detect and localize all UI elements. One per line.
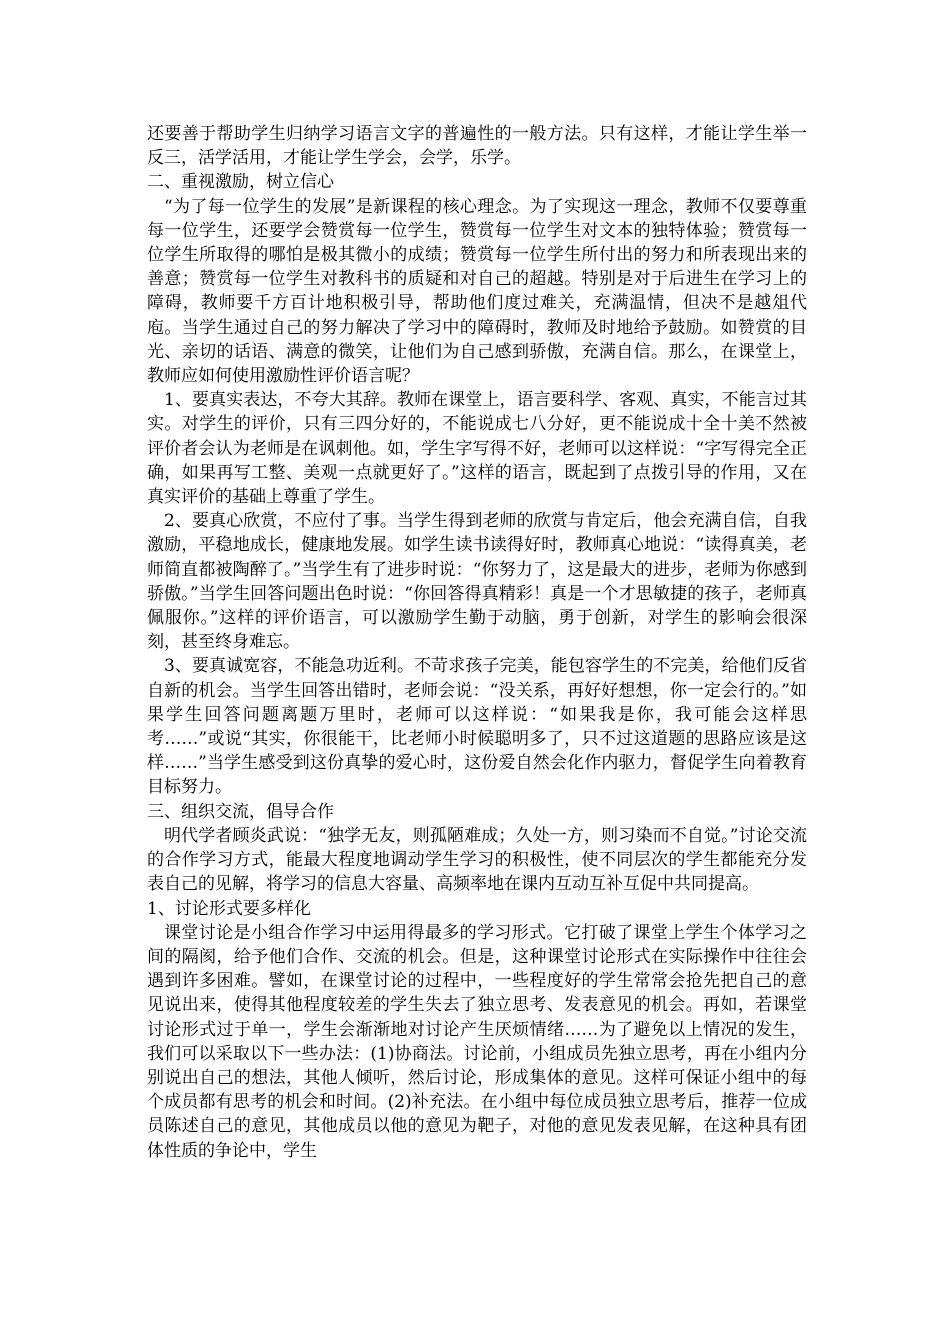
paragraph-method-summary: 还要善于帮助学生归纳学习语言文字的普遍性的一般方法。只有这样，才能让学生举一反三，活学活用，才能让学生学会，会学，乐学。 <box>147 124 807 169</box>
paragraph-gu-yanwu: 明代学者顾炎武说：“独学无友，则孤陋难成；久处一方，则习染而不自觉。”讨论交流的合作学习方式，能最大程度地调动学生学习的积极性，使不同层次的学生都能充分发表自己的见解，将学习的信息大容量、高频率地在课内互动互补互促中共同提高。 <box>147 825 807 895</box>
subheading-discussion-forms: 1、讨论形式要多样化 <box>147 898 311 919</box>
paragraph-point-1: 1、要真实表达，不夸大其辞。教师在课堂上，语言要科学、客观、真实，不能言过其实。对学生的评价，只有三四分好的，不能说成七八分好，更不能说成十全十美不然被评价者会认为老师是在讽刺他。如，学生字写得不好，老师可以这样说：“字写得完全正确，如果再写工整、美观一点就更好了。”这样的语言，既起到了点拨引导的作用，又在真实评价的基础上尊重了学生。 <box>147 390 807 508</box>
section-heading-encouragement: 二、重视激励，树立信心 <box>147 172 334 193</box>
paragraph-discussion: 课堂讨论是小组合作学习中运用得最多的学习形式。它打破了课堂上学生个体学习之间的隔阂，给予他们合作、交流的机会。但是，这种课堂讨论形式在实际操作中往往会遇到许多困难。譬如，在课堂讨论的过程中，一些程度好的学生常常会抢先把自己的意见说出来，使得其他程度较差的学生失去了独立思考、发表意见的机会。再如，若课堂讨论形式过于单一，学生会渐渐地对讨论产生厌烦情绪……为了避免以上情况的发生，我们可以采取以下一些办法：(1)协商法。讨论前，小组成员先独立思考，再在小组内分别说出自己的想法，其他人倾听，然后讨论，形成集体的意见。这样可保证小组中的每个成员都有思考的机会和时间。(2)补充法。在小组中每位成员独立思考后，推荐一位成员陈述自己的意见，其他成员以他的意见为靶子，对他的意见发表见解，在这种具有团体性质的争论中，学生 <box>147 922 807 1161</box>
paragraph-point-2: 2、要真心欣赏，不应付了事。当学生得到老师的欣赏与肯定后，他会充满自信，自我激励，平稳地成长，健康地发展。如学生读书读得好时，教师真心地说：“读得真美，老师简直都被陶醉了。”当学生有了进步时说：“你努力了，这是最大的进步，老师为你感到骄傲。”当学生回答问题出色时说：“你回答得真精彩！真是一个才思敏捷的孩子，老师真佩服你。”这样的评价语言，可以激励学生勤于动脑，勇于创新，对学生的影响会很深刻，甚至终身难忘。 <box>147 511 807 653</box>
paragraph-core-idea: “为了每一位学生的发展”是新课程的核心理念。为了实现这一理念，教师不仅要尊重每一位学生，还要学会赞赏每一位学生，赞赏每一位学生对文本的独特体验；赞赏每一位学生所取得的哪怕是极其微小的成绩；赞赏每一位学生所付出的努力和所表现出来的善意；赞赏每一位学生对教科书的质疑和对自己的超越。特别是对于后进生在学习上的障碍，教师要千方百计地积极引导，帮助他们度过难关，充满温情，但决不是越俎代庖。当学生通过自己的努力解决了学习中的障碍时，教师及时地给予鼓励。如赞赏的目光、亲切的话语、满意的微笑，让他们为自己感到骄傲，充满自信。那么，在课堂上，教师应如何使用激励性评价语言呢？ <box>147 196 807 387</box>
paragraph-point-3: 3、要真诚宽容，不能急功近利。不苛求孩子完美，能包容学生的不完美，给他们反省自新的机会。当学生回答出错时，老师会说：“没关系，再好好想想，你一定会行的。”如果学生回答问题离题万里时，老师可以这样说：“如果我是你，我可能会这样思考……”或说“其实，你很能干，比老师小时候聪明多了，只不过这道题的思路应该是这样……”当学生感受到这份真挚的爱心时，这份爱自然会化作内驱力，督促学生向着教育目标努力。 <box>147 656 807 798</box>
section-heading-cooperation: 三、组织交流，倡导合作 <box>147 801 334 822</box>
document-body <box>147 122 807 1163</box>
